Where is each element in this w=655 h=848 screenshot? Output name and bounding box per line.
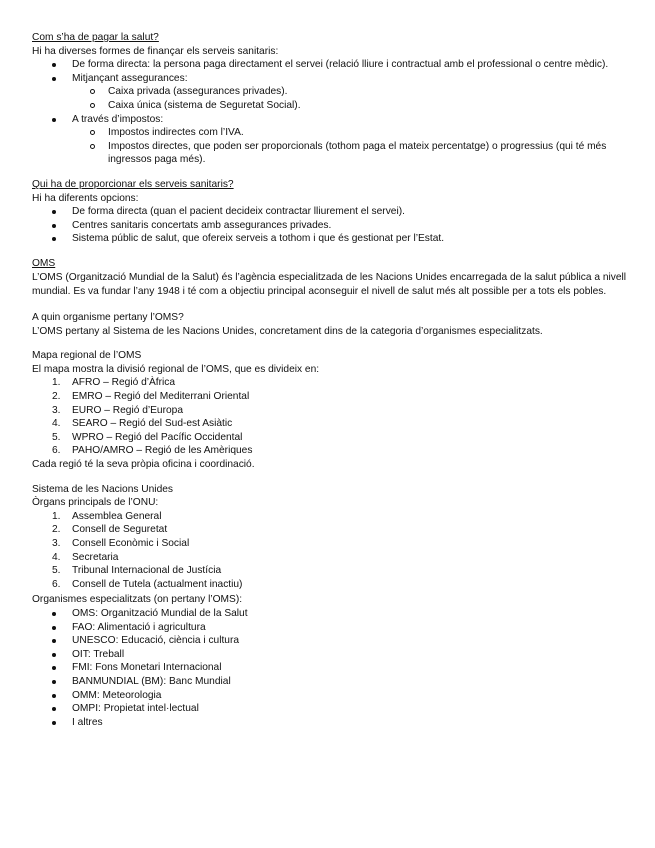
list-item-text: SEARO – Regió del Sud-est Asiàtic [72,418,233,430]
list-item-text: OMS: Organització Mundial de la Salut [72,607,248,619]
list-item [72,113,632,167]
sub-list-item-text: Impostos indirectes com l’IVA. [108,127,244,139]
list-number: 3. [52,404,61,416]
list-item-text: EURO – Regió d’Europa [72,404,183,416]
list-item-text: FMI: Fons Monetari Internacional [72,662,222,674]
list-number: 2. [52,524,61,536]
section-intro: El mapa mostra la divisió regional de l’OMS, que es divideix en: [32,363,320,375]
list-item [52,444,632,458]
list-number: 6. [52,578,61,590]
list-item-text: UNESCO: Educació, ciència i cultura [72,635,240,647]
list-item [52,376,632,390]
list-item-text: AFRO – Regió d’Àfrica [72,377,176,389]
section-intro: Hi ha diferents opcions: [32,192,139,204]
list-item-text: Assemblea General [72,510,162,522]
list-item-text: Mitjançant assegurances: [72,72,188,84]
list-item-text: De forma directa (quan el pacient decideix contractar lliurement el servei). [72,206,405,218]
list-item-text: I altres [72,716,103,728]
section-body: L’OMS (Organització Mundial de la Salut) és l’agència especialitzada de les Nacions Unides encarregada de la salut pública a nivell mundial. Es va fundar l’any 1948 i té com a objectiu principal aconseguir el nivell de salut més alt possible per a tots els pobles. [32,271,627,298]
sub-list-item-text: Caixa única (sistema de Seguretat Social). [108,99,301,111]
list-item-text: Tribunal Internacional de Justícia [72,565,222,577]
section-title: A quin organisme pertany l’OMS? [32,312,184,324]
section-title: Mapa regional de l’OMS [32,350,142,362]
section-outro: Cada regió té la seva pròpia oficina i coordinació. [32,459,255,471]
sub-list [72,126,632,167]
sub-list [72,85,632,112]
section-intro: Òrgans principals de l’ONU: [32,497,159,509]
list-item [72,72,632,113]
list-item-text: FAO: Alimentació i agricultura [72,621,206,633]
list-item [72,634,632,648]
section-intro: Hi ha diverses formes de finançar els serveis sanitaris: [32,45,279,57]
list-item-text: A través d’impostos: [72,113,164,125]
list-item [52,510,632,524]
list-item [72,607,632,621]
list-item-text: Secretaria [72,551,119,563]
list-number: 5. [52,431,61,443]
bullet-list [32,205,632,246]
section-title: Qui ha de proporcionar els serveis sanitaris? [32,178,234,190]
list-item [52,390,632,404]
section-title: OMS [32,257,56,269]
list-item [52,523,632,537]
list-item [52,564,632,578]
list-item [72,219,632,233]
list-item [52,578,632,592]
list-item-text: EMRO – Regió del Mediterrani Oriental [72,391,250,403]
list-item-text: De forma directa: la persona paga directament el servei (relació lliure i contractual amb el professional o centre mèdic). [72,59,609,71]
section-oms [32,257,632,300]
list-item [72,689,632,703]
list-item-text: OIT: Treball [72,648,125,660]
section-oms-organism [32,311,632,338]
numbered-list [32,376,632,458]
list-item [52,404,632,418]
list-number: 2. [52,391,61,403]
list-number: 1. [52,377,61,389]
list-item-text: Consell de Tutela (actualment inactiu) [72,578,243,590]
list-item [52,417,632,431]
section-providers [32,178,632,246]
list-item-text: Sistema públic de salut, que ofereix serveis a tothom i que és gestionat per l’Estat. [72,233,445,245]
list-number: 4. [52,418,61,430]
list-item [52,551,632,565]
section-regional-map [32,349,632,471]
list-item-text: PAHO/AMRO – Regió de les Amèriques [72,445,253,457]
list-item-text: OMPI: Propietat intel·lectual [72,703,199,715]
sub-list-item-text: Impostos directes, que poden ser proporcionals (tothom paga el mateix percentatge) o progressius (qui té més ingressos paga més). [108,140,607,166]
list-item [72,661,632,675]
list-item [72,702,632,716]
list-number: 6. [52,445,61,457]
list-item-text: WPRO – Regió del Pacífic Occidental [72,431,243,443]
list-item [72,675,632,689]
section-payment [32,31,632,167]
list-item [72,205,632,219]
section-intro-specialized: Organismes especialitzats (on pertany l’OMS): [32,594,243,606]
document-page [32,31,632,740]
list-item-text: OMM: Meteorologia [72,689,162,701]
section-title: Com s’ha de pagar la salut? [32,32,159,43]
list-item-text: Consell Econòmic i Social [72,538,190,549]
list-item-text: Centres sanitaris concertats amb assegurances privades. [72,219,332,231]
sub-list-item [108,126,632,140]
section-un-system [32,483,632,730]
bullet-list [32,607,632,729]
list-item-text: Consell de Seguretat [72,524,168,536]
list-item [72,232,632,246]
list-item [72,621,632,635]
list-item [72,716,632,730]
list-item [52,431,632,445]
section-title: Sistema de les Nacions Unides [32,483,173,495]
sub-list-item [108,140,632,167]
list-item [72,648,632,662]
list-item [52,537,632,551]
list-item-text: BANMUNDIAL (BM): Banc Mundial [72,675,231,687]
section-body: L’OMS pertany al Sistema de les Nacions Unides, concretament dins de la categoria d’organismes especialitzats. [32,325,543,337]
list-number: 3. [52,538,61,549]
sub-list-item-text: Caixa privada (assegurances privades). [108,86,288,98]
sub-list-item [108,85,632,99]
list-number: 5. [52,565,61,577]
sub-list-item [108,99,632,113]
list-item [72,58,632,72]
bullet-list [32,58,632,167]
list-number: 1. [52,510,61,522]
numbered-list [32,510,632,592]
list-number: 4. [52,551,61,563]
